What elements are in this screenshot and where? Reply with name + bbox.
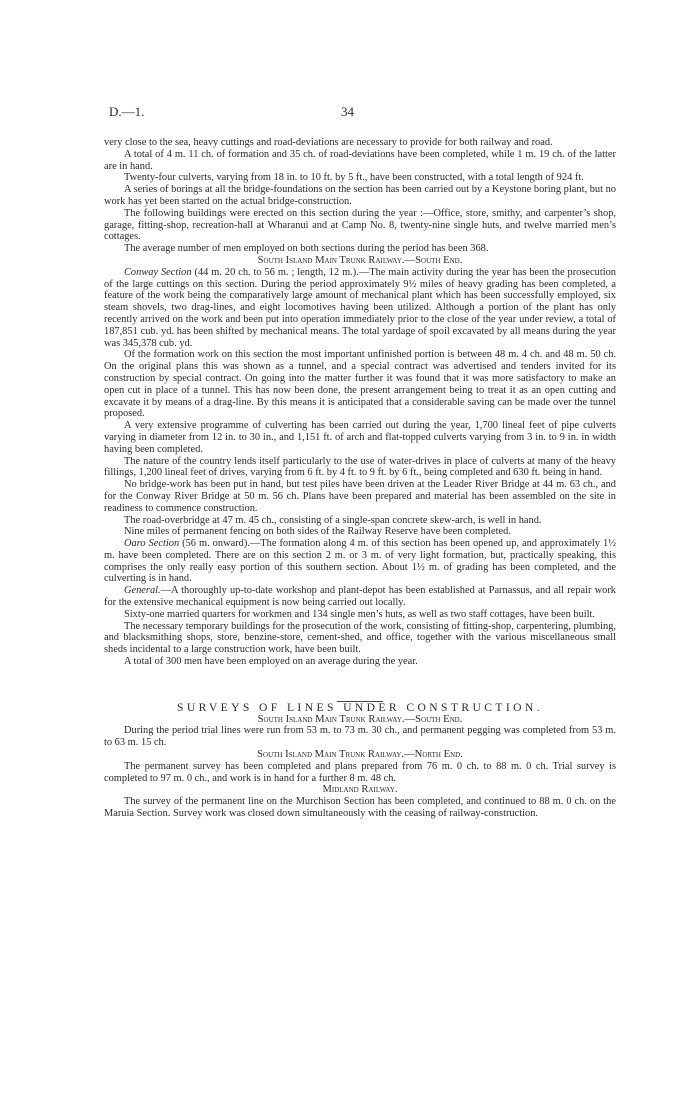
paragraph: The road-overbridge at 47 m. 45 ch., consisting of a single-span concrete skew-arch, is well in hand. (124, 514, 542, 526)
paragraph: The permanent survey has been completed and plans prepared from 76 m. 0 ch. to 88 m. 0 ch. Trial survey is completed to 97 m. 0 ch., and work is in hand for a further 8 m. 48 ch. (104, 760, 616, 784)
paragraph: Sixty-one married quarters for workmen and 134 single men’s huts, as well as two staff cottages, have been built. (124, 608, 596, 620)
paragraph: A very extensive programme of culverting has been carried out during the year, 1,700 lineal feet of pipe culverts varying in diameter from 12 in. to 30 in., and 1,151 ft. of arch and flat-topped culverts varying from 3 in. to 9 in. in width having been completed. (104, 420, 616, 455)
paragraph: Twenty-four culverts, varying from 18 in. to 10 ft. by 5 ft., have been constructed, with a total length of 924 ft. (124, 172, 584, 184)
paragraph: No bridge-work has been put in hand, but test piles have been driven at the Leader River Bridge at 44 m. 63 ch., and for the Conway River Bridge at 50 m. 56 ch. Plans have been prepared and material has been assembled on the site in readiness to commence construction. (104, 479, 616, 514)
paragraph: The necessary temporary buildings for the prosecution of the work, consisting of fitting-shop, carpentering, plumbing, and blacksmithing shops, store, benzine-store, cement-shed, and office, together with the various miscellaneous small sheds incidental to a large construction work, have been built. (104, 620, 616, 656)
paragraph-lead: Oaro Section (124, 538, 180, 550)
paragraph (104, 538, 616, 585)
paragraph: very close to the sea, heavy cuttings and road-deviations are necessary to provide for both railway and road. (104, 137, 553, 148)
paragraph (104, 585, 616, 609)
paragraph: The nature of the country lends itself particularly to the use of water-drives in place of culverts at many of the heavy fillings, 1,200 lineal feet of drives, varying from 6 ft. by 4 ft. to 9 ft. by 6 ft., being completed and 630 ft. being in hand. (104, 455, 616, 479)
section-title: SURVEYS OF LINES UNDER CONSTRUCTION. (177, 700, 543, 714)
paragraph: Of the formation work on this section the most important unfinished portion is between 48 m. 4 ch. and 48 m. 50 ch. On the original plans this was shown as a tunnel, and a special contract was advertised and tenders invited for its construction by special contract. On going into the matter further it was found that it was more satisfactory to make an open cut in place of a tunnel. This has now been done, the present arrangement being to treat it as an open cutting and excavate it by means of a drag-line. By this means it is anticipated that a considerable saving can be made over the tunnel proposed. (104, 349, 616, 420)
paragraph-text: (44 m. 20 ch. to 56 m. ; length, 12 m.).—The main activity during the year has been the prosecution of the large cuttings on this section. During the period approximately 9½ miles of heavy grading has been completed, a feature of the work being the comparatively large amount of mechanical plant which has been successfully employed, six steam shovels, two drag-lines, and eight locomotives having been utilized. Although a portion of the plant has only recently arrived on the work and been put into operation immediately prior to the close of the year under review, a total of 187,851 cub. yd. has been shifted by mechanical means. The total yardage of spoil excavated by all means during the year was 345,378 cub. yd. (104, 266, 616, 349)
paragraph: A total of 300 men have been employed on an average during the year. (124, 656, 418, 668)
page-number: 34 (341, 104, 354, 119)
paragraph-lead: Conway Section (124, 266, 192, 278)
section-heading: Midland Railway. (322, 784, 398, 796)
paragraph: During the period trial lines were run from 53 m. to 73 m. 30 ch., and permanent pegging was completed from 53 m. to 63 m. 15 ch. (104, 725, 616, 749)
paragraph-text: (56 m. onward).—The formation along 4 m. of this section has been opened up, and approximately 1½ m. have been completed. There are on this section 2 m. or 3 m. of very light formation, but, practically speaking, this comprises the only really easy portion of this southern section. About 1½ m. of grading has been completed, and the culverting is in hand. (104, 538, 616, 585)
section-heading: South Island Main Trunk Railway.—South End. (257, 713, 463, 725)
document-reference: D.—1. (109, 104, 145, 119)
paragraph: Nine miles of permanent fencing on both sides of the Railway Reserve have been completed. (124, 526, 511, 538)
paragraph-lead: General. (124, 585, 161, 597)
paragraph: The survey of the permanent line on the Murchison Section has been completed, and continued to 88 m. 0 ch. on the Maruia Section. Survey work was closed down simultaneously with the ceasing of railway-construction. (104, 796, 616, 820)
paragraph: The average number of men employed on both sections during the period has been 368. (124, 243, 489, 255)
paragraph (104, 267, 616, 350)
paragraph-text: —A thoroughly up-to-date workshop and plant-depot has been established at Parnassus, and all repair work for the extensive mechanical equipment is now being carried out locally. (104, 585, 616, 609)
section-heading: South Island Main Trunk Railway.—North End. (257, 749, 463, 761)
paragraph: A total of 4 m. 11 ch. of formation and 35 ch. of road-deviations have been completed, while 1 m. 19 ch. of the latter are in hand. (104, 148, 616, 172)
document-body (104, 137, 616, 820)
page-header (109, 104, 619, 120)
section-heading: South Island Main Trunk Railway.—South End. (257, 254, 463, 266)
paragraph: A series of borings at all the bridge-foundations on the section has been carried out by a Keystone boring plant, but no work has yet been started on the actual bridge-construction. (104, 184, 616, 207)
paragraph: The following buildings were erected on this section during the year :—Office, store, smithy, and carpenter’s shop, garage, fitting-shop, recreation-hall at Wharanui and at Camp No. 8, twenty-nine single huts, and twelve married men’s cottages. (104, 207, 616, 243)
